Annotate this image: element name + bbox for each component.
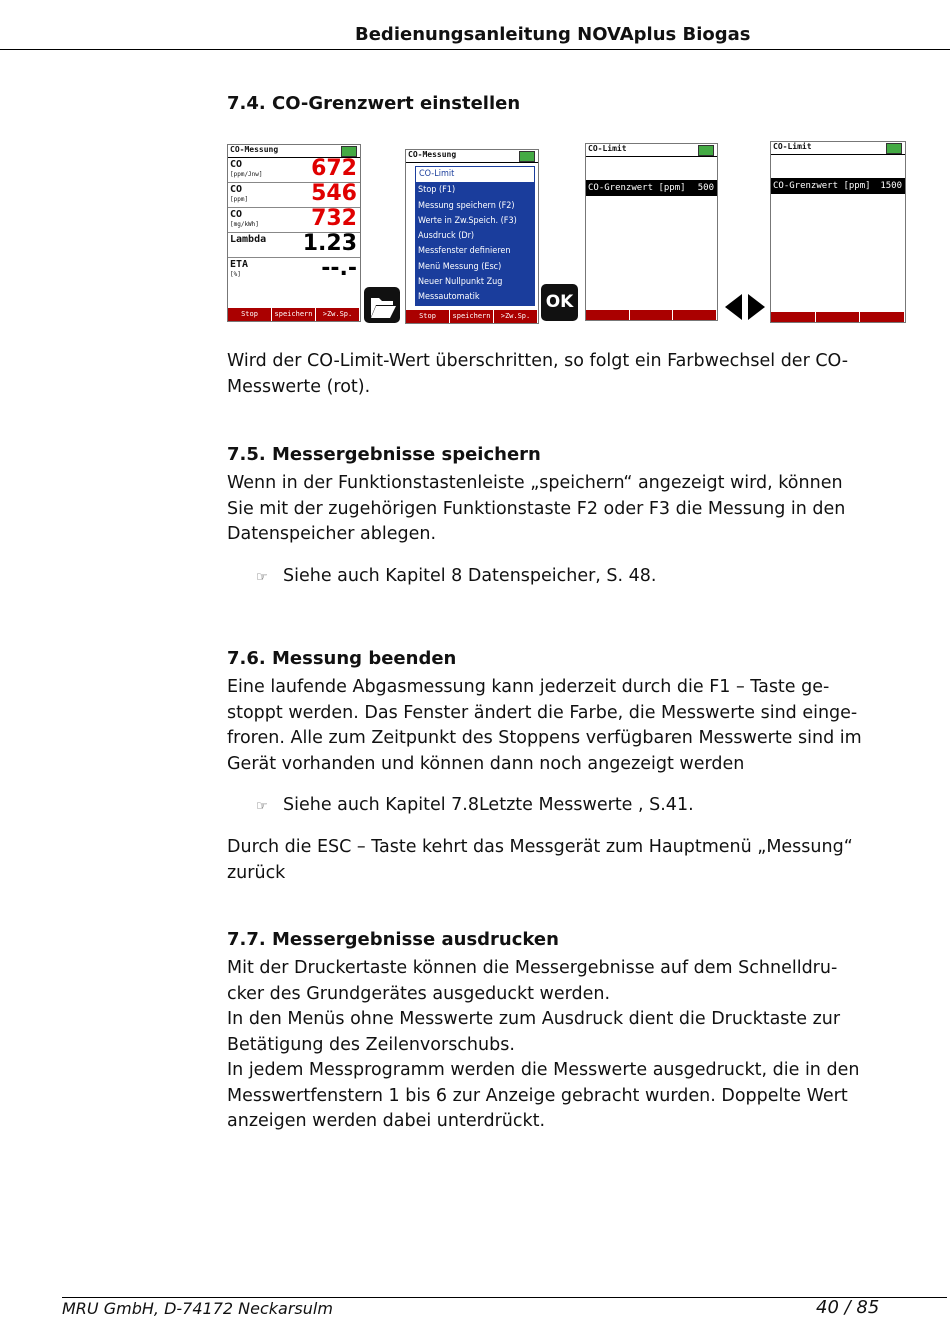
pointing-hand-icon: ☞ (256, 799, 268, 814)
menu-item-buffer: Werte in Zw.Speich. (F3) (418, 215, 517, 226)
limit-value: 500 (697, 183, 714, 193)
row-unit: [%] (230, 271, 241, 278)
text-line: zurück (227, 862, 286, 883)
device-screen-co-measurement (227, 144, 361, 322)
fkey-save: speichern (450, 310, 494, 323)
text-line: Wenn in der Funktionstastenleiste „speichern“ angezeigt wird, können (227, 473, 843, 493)
menu-item-stop: Stop (F1) (418, 185, 456, 196)
fkey-buffer: >Zw.Sp. (494, 310, 538, 323)
page-number: 40 / 85 (816, 1297, 880, 1318)
footer-company: MRU GmbH, D-74172 Neckarsulm (62, 1299, 333, 1318)
text-line: Messwerte (rot). (227, 376, 371, 397)
row-value: 672 (311, 156, 357, 181)
row-unit: [ppm/Jnw] (230, 171, 263, 178)
text-line: cker des Grundgerätes ausgeduckt werden. (227, 983, 611, 1004)
function-key-bar (228, 308, 360, 321)
measurement-row (228, 183, 360, 208)
section-title: CO-Grenzwert einstellen (272, 93, 521, 114)
screen-title: CO-Messung (230, 145, 279, 154)
row-label: CO (230, 209, 243, 220)
screen-title: CO-Messung (408, 150, 457, 159)
ok-key-icon: OK (541, 284, 578, 321)
header-title: Bedienungsanleitung NOVAplus Biogas (355, 24, 751, 45)
footer-divider (62, 1297, 947, 1298)
section-heading-7-6 (227, 648, 456, 669)
text-line: Messwertfenstern 1 bis 6 zur Anzeige gebracht wurden. Doppelte Wert (227, 1085, 848, 1106)
text-line: stoppt werden. Das Fenster ändert die Farbe, die Messwerte sind einge- (227, 702, 858, 723)
text-line: Gerät vorhanden und können dann noch angezeigt werden (227, 753, 745, 774)
battery-icon (886, 143, 902, 154)
see-also-text: Siehe auch Kapitel 8 Datenspeicher, S. 48. (283, 566, 657, 586)
section-title: Messung beenden (272, 648, 457, 669)
battery-icon (519, 151, 535, 162)
measurement-row (228, 208, 360, 233)
row-label: Lambda (230, 234, 267, 245)
screen-title-bar (586, 144, 717, 157)
limit-label: CO-Grenzwert [ppm] (773, 181, 871, 191)
text-line: In jedem Messprogramm werden die Messwerte ausgedruckt, die in den (227, 1060, 860, 1080)
screen-title-bar (406, 150, 538, 163)
limit-row (771, 178, 905, 194)
menu-item-print: Ausdruck (Dr) (418, 231, 475, 242)
fkey-stop: Stop (406, 310, 450, 323)
paragraph-co-limit (227, 349, 847, 400)
section-heading-7-4 (227, 93, 520, 114)
row-label: CO (230, 159, 243, 170)
paragraph-stop (227, 675, 862, 777)
paragraph-save (227, 471, 847, 548)
row-label: ETA (230, 259, 249, 270)
section-number: 7.6. (227, 648, 266, 669)
limit-row (586, 180, 717, 196)
fkey-buffer: >Zw.Sp. (316, 308, 360, 321)
row-value: 732 (311, 206, 357, 231)
section-title: Messergebnisse ausdrucken (272, 929, 559, 950)
context-menu (413, 164, 537, 308)
device-screen-co-limit-1500 (770, 141, 906, 323)
function-key-bar (406, 310, 538, 323)
screen-title-bar (771, 142, 905, 155)
text-line: anzeigen werden dabei unterdrückt. (227, 1111, 546, 1131)
text-line: Mit der Druckertaste können die Messergebnisse auf dem Schnelldru- (227, 958, 838, 978)
row-value: 1.23 (302, 231, 357, 256)
fkey-save: speichern (272, 308, 316, 321)
see-also-text: Siehe auch Kapitel 7.8Letzte Messwerte , S.41. (283, 795, 694, 815)
battery-icon (698, 145, 714, 156)
row-unit: [mg/kWh] (230, 221, 259, 228)
function-key-bar (586, 310, 717, 320)
section-number: 7.7. (227, 929, 266, 950)
row-value: --.- (321, 256, 357, 281)
page-header (0, 24, 950, 50)
menu-item-auto: Messautomatik (418, 292, 480, 303)
menu-item-save: Messung speichern (F2) (418, 200, 515, 211)
row-value: 546 (311, 181, 357, 206)
menu-item-define-window: Messfenster definieren (418, 246, 511, 257)
see-also-note (256, 564, 657, 590)
paragraph-print (227, 956, 860, 1135)
screen-title: CO-Limit (588, 144, 627, 153)
text-line: Wird der CO-Limit-Wert überschritten, so folgt ein Farbwechsel der CO- (227, 351, 849, 371)
text-line: Sie mit der zugehörigen Funktionstaste F2 oder F3 die Messung in den (227, 498, 846, 519)
limit-value: 1500 (880, 181, 902, 191)
screen-title: CO-Limit (773, 142, 812, 151)
device-screen-co-limit-500 (585, 143, 718, 321)
text-line: Betätigung des Zeilenvorschubs. (227, 1034, 515, 1055)
menu-item-new-zero: Neuer Nullpunkt Zug (418, 277, 503, 288)
menu-item-co-limit: CO-Limit (415, 166, 535, 183)
device-screen-co-menu (405, 149, 539, 324)
text-line: Durch die ESC – Taste kehrt das Messgerät zum Hauptmenü „Messung“ (227, 837, 853, 857)
section-title: Messergebnisse speichern (272, 444, 541, 465)
pointing-hand-icon: ☞ (256, 570, 268, 585)
menu-item-measure-menu: Menü Messung (Esc) (418, 261, 502, 272)
row-label: CO (230, 184, 243, 195)
text-line: Datenspeicher ablegen. (227, 524, 437, 544)
section-number: 7.5. (227, 444, 266, 465)
measurement-row (228, 158, 360, 183)
section-heading-7-7 (227, 929, 559, 950)
measurement-row (228, 233, 360, 258)
limit-label: CO-Grenzwert [ppm] (588, 183, 686, 193)
function-key-bar (771, 312, 905, 322)
paragraph-esc (227, 835, 853, 886)
see-also-note (256, 793, 694, 819)
fkey-stop: Stop (228, 308, 272, 321)
left-right-arrows-icon (724, 293, 766, 321)
section-heading-7-5 (227, 444, 541, 465)
measurement-row (228, 258, 360, 284)
folder-open-icon (364, 287, 400, 323)
text-line: Eine laufende Abgasmessung kann jederzeit durch die F1 – Taste ge- (227, 677, 830, 697)
section-number: 7.4. (227, 93, 266, 114)
text-line: In den Menüs ohne Messwerte zum Ausdruck dient die Drucktaste zur (227, 1009, 841, 1029)
row-unit: [ppm] (230, 196, 249, 203)
text-line: froren. Alle zum Zeitpunkt des Stoppens verfügbaren Messwerte sind im (227, 728, 862, 748)
